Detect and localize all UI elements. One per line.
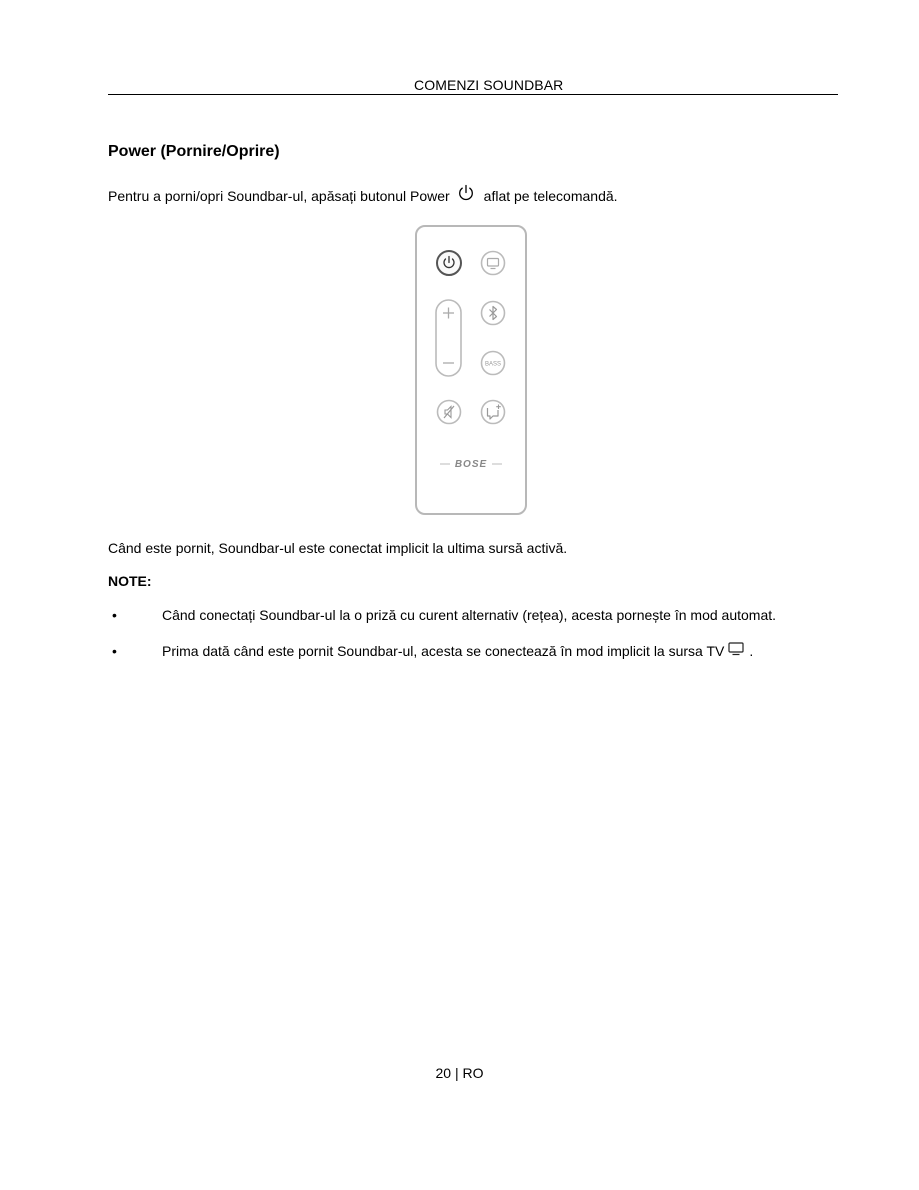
power-icon [456, 183, 476, 203]
remote-action-button [482, 401, 505, 424]
remote-mute-button [438, 401, 461, 424]
remote-volume-rocker [436, 300, 461, 376]
page-header [108, 76, 838, 95]
note-label: NOTE: [108, 573, 152, 589]
remote-brand-logo: BOSE [454, 459, 488, 470]
section-title: Power (Pornire/Oprire) [108, 143, 280, 160]
note-item-auto-power [162, 605, 776, 625]
remote-illustration [412, 224, 530, 518]
remote-bluetooth-button [482, 302, 505, 325]
header-title: COMENZI SOUNDBAR [414, 77, 564, 93]
note-item-default-tv [162, 641, 753, 661]
page-number: 20 | RO [435, 1065, 484, 1081]
bullet-marker: • [112, 607, 117, 623]
intro-text-before: Pentru a porni/opri Soundbar-ul, apăsați butonul Power [108, 188, 450, 204]
note-item-text: Când conectați Soundbar-ul la o priză cu curent alternativ (rețea), acesta pornește în mod automat. [162, 607, 777, 623]
remote-power-button [437, 251, 461, 275]
note-item-text: Prima dată când este pornit Soundbar-ul, acesta se conectează în mod implicit la sursa TV [162, 643, 725, 659]
bass-label: BASS [484, 361, 502, 368]
intro-paragraph [108, 186, 618, 206]
remote-bass-button [482, 352, 505, 375]
active-source-text: Când este pornit, Soundbar-ul este conectat implicit la ultima sursă activă. [108, 540, 568, 556]
tv-icon [727, 641, 745, 657]
intro-text-after: aflat pe telecomandă. [483, 188, 618, 204]
bullet-marker: • [112, 643, 117, 659]
remote-tv-button [482, 252, 505, 275]
note-item-suffix: . [749, 643, 754, 659]
